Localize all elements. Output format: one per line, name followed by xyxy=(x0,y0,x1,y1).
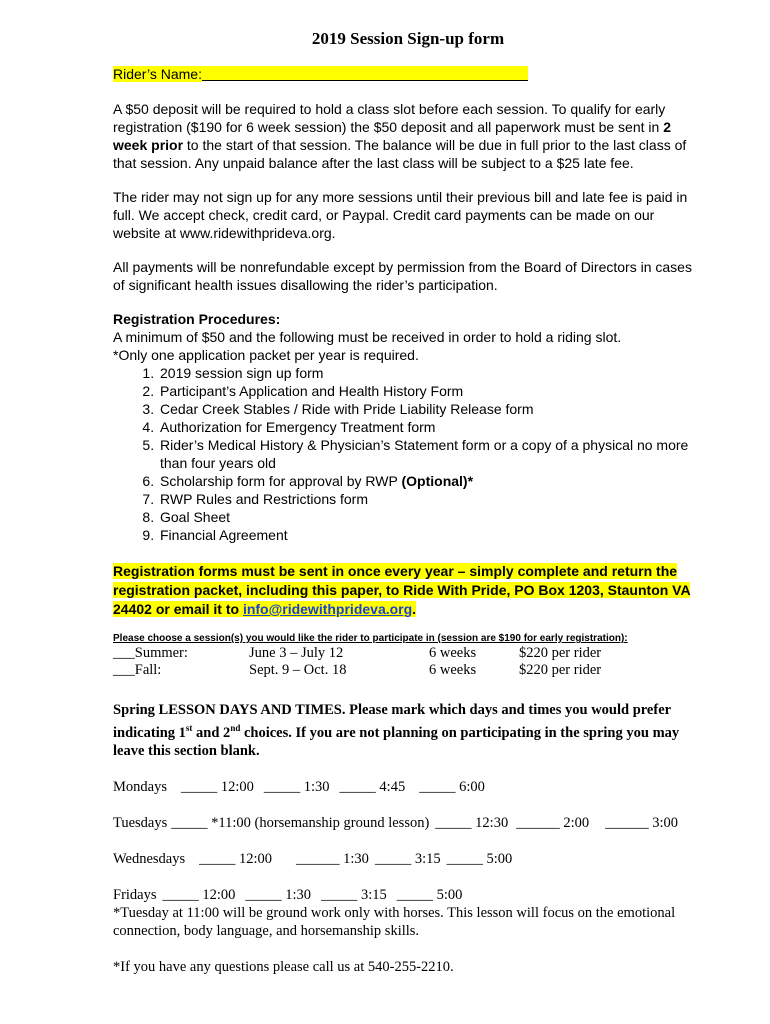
slot-fri-315[interactable]: _____ 3:15 xyxy=(321,886,387,903)
slot-fri-500[interactable]: _____ 5:00 xyxy=(396,886,463,903)
registration-notice: Registration forms must be sent in once every year – simply complete and return the registration packet, including this paper, to Ride With Pride, PO Box 1203, Staunton VA 24402 or email it to info@ridewithprideva.org. xyxy=(113,563,691,617)
page-title: 2019 Session Sign-up form xyxy=(311,29,505,48)
session-instruction: Please choose a session(s) you would like the rider to participate in (session are $190 for early registration): xyxy=(113,633,628,644)
slot-mon-600[interactable]: _____ 6:00 xyxy=(419,778,485,795)
registration-heading: Registration Procedures: xyxy=(113,311,281,327)
rider-name-row xyxy=(113,64,703,84)
schedule-mondays: Mondays _____ 12:00 _____ 1:30 _____ 4:45 _____ 6:00 xyxy=(113,778,485,795)
list-item: 4. Authorization for Emergency Treatment form xyxy=(158,418,703,436)
session-table xyxy=(113,645,703,679)
slot-tue-200[interactable]: ______ 2:00 xyxy=(516,814,590,831)
schedule-fridays: Fridays _____ 12:00 _____ 1:30 _____ 3:15 _____ 5:00 xyxy=(113,886,463,903)
slot-wed-315[interactable]: _____ 3:15 xyxy=(374,850,441,867)
slot-fri-130[interactable]: _____ 1:30 xyxy=(245,886,312,903)
rider-name-label: Rider’s Name: xyxy=(113,66,202,82)
payment-paragraph: The rider may not sign up for any more sessions until their previous bill and late fee is paid in full. We accept check, credit card, or Paypal. Credit card payments can be made on our website at www.ridewithprideva.org. xyxy=(113,189,688,241)
schedule-tuesdays: Tuesdays _____ *11:00 (horsemanship ground lesson) _____ 12:30 ______ 2:00 ______ 3:00 xyxy=(113,814,679,831)
slot-mon-130[interactable]: _____ 1:30 xyxy=(263,778,330,795)
slot-tue-1230[interactable]: _____ 12:30 xyxy=(435,814,509,831)
refund-paragraph: All payments will be nonrefundable except by permission from the Board of Directors in cases of significant health issues disallowing the rider’s participation. xyxy=(113,259,692,293)
slot-wed-130[interactable]: ______ 1:30 xyxy=(296,850,369,867)
list-item: 3. Cedar Creek Stables / Ride with Pride Liability Release form xyxy=(158,400,703,418)
sign-up-form-page xyxy=(113,28,703,976)
session-row-fall[interactable]: ___Fall: Sept. 9 – Oct. 18 6 weeks $220 per rider xyxy=(113,662,602,678)
slot-tue-1100[interactable]: _____ *11:00 (horsemanship ground lesson) xyxy=(171,814,430,831)
list-item: 7. RWP Rules and Restrictions form xyxy=(158,490,703,508)
tuesday-note: *Tuesday at 11:00 will be ground work only with horses. This lesson will focus on the emotional connection, body language, and horsemanship skills. xyxy=(113,904,676,939)
list-item: 5. Rider’s Medical History & Physician’s Statement form or a copy of a physical no more than four years old xyxy=(158,436,703,472)
spring-heading: Spring LESSON DAYS AND TIMES. Please mark which days and times you would prefer indicating 1st and 2nd choices. If you are not planning on participating in the spring you may leave this section blank. xyxy=(113,702,680,759)
list-item: 1. 2019 session sign up form xyxy=(158,364,703,382)
slot-mon-1200[interactable]: _____ 12:00 xyxy=(180,778,254,795)
slot-mon-445[interactable]: _____ 4:45 xyxy=(339,778,406,795)
registration-note: *Only one application packet per year is required. xyxy=(113,347,419,363)
slot-wed-500[interactable]: _____ 5:00 xyxy=(446,850,513,867)
email-link[interactable]: info@ridewithprideva.org xyxy=(242,601,413,617)
slot-wed-1200[interactable]: _____ 12:00 xyxy=(199,850,273,867)
registration-list xyxy=(113,364,703,544)
list-item: 9. Financial Agreement xyxy=(158,526,703,544)
registration-minimum: A minimum of $50 and the following must be received in order to hold a riding slot. xyxy=(113,329,622,345)
schedule-wednesdays: Wednesdays _____ 12:00 ______ 1:30 _____ 3:15 _____ 5:00 xyxy=(113,850,513,867)
contact-note: *If you have any questions please call us at 540-255-2210. xyxy=(113,958,454,975)
slot-fri-1200[interactable]: _____ 12:00 xyxy=(162,886,236,903)
deposit-paragraph: A $50 deposit will be required to hold a class slot before each session. To qualify for early registration ($190 for 6 week session) the $50 deposit and all paperwork must be sent in 2 week prior to the start of that session. The balance will be due in full prior to the last class of that session. Any unpaid balance after the last class will be subject to a $25 late fee. xyxy=(113,101,687,171)
list-item: 2. Participant’s Application and Health History Form xyxy=(158,382,703,400)
list-item: 6. Scholarship form for approval by RWP (Optional)* xyxy=(158,472,703,490)
session-row-summer[interactable]: ___Summer: June 3 – July 12 6 weeks $220 per rider xyxy=(113,645,602,661)
slot-tue-300[interactable]: ______ 3:00 xyxy=(605,814,679,831)
list-item: 8. Goal Sheet xyxy=(158,508,703,526)
rider-name-field[interactable] xyxy=(202,66,528,81)
